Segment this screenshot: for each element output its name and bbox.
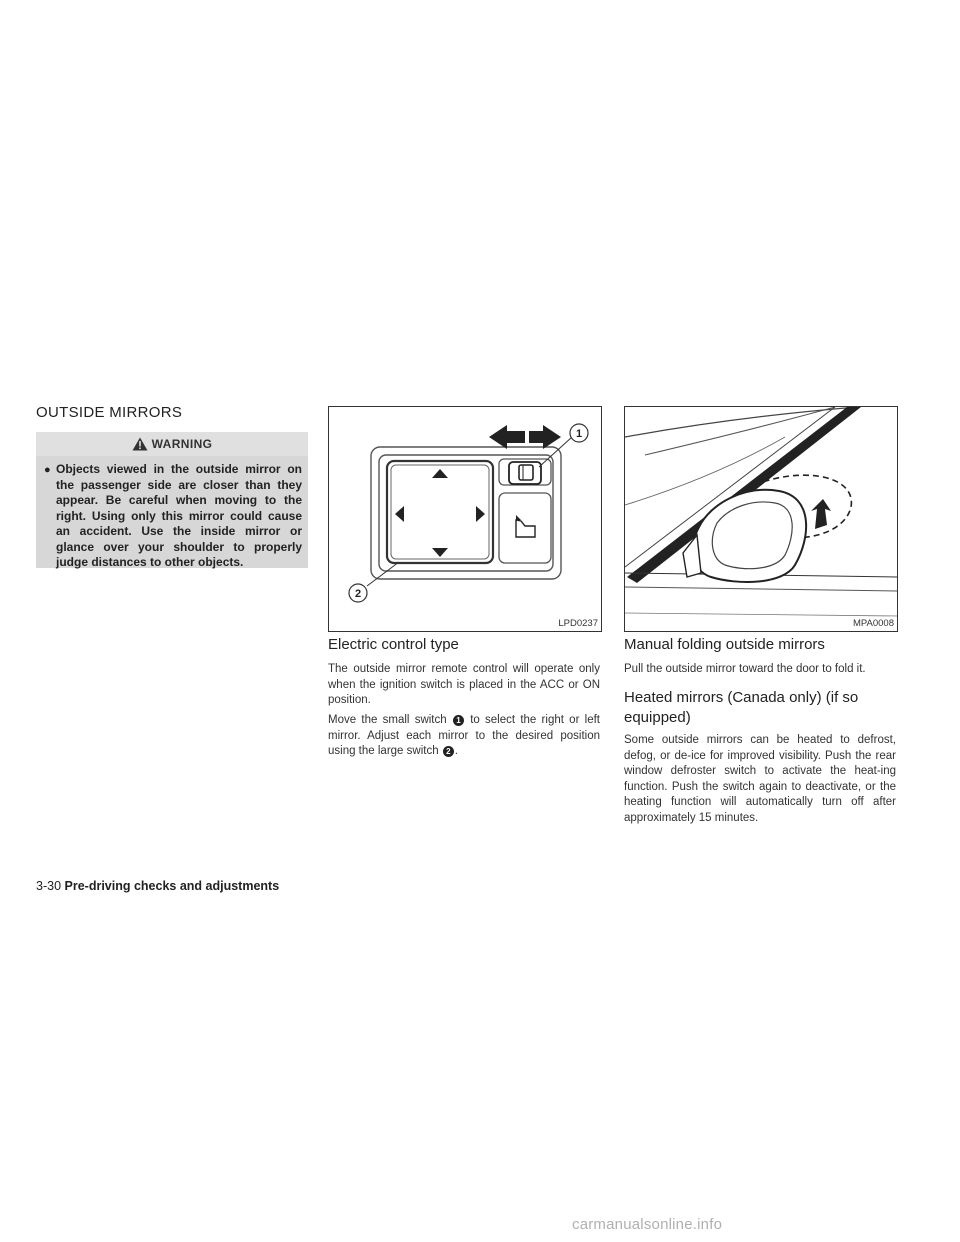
figure-code: MPA0008 [852, 618, 894, 629]
watermark: carmanualsonline.info [572, 1216, 723, 1233]
electric-text-c: . [454, 745, 458, 757]
callout-2-inline: 2 [443, 746, 454, 757]
heated-heading [624, 688, 858, 728]
electric-text-b: to select the right or left mirror. Adjust each mirror to the desired position using the large switch [328, 714, 601, 757]
warning-label: WARNING [151, 437, 213, 451]
heated-heading-line-2: equipped) [624, 709, 691, 726]
warning-box [36, 432, 308, 568]
chapter-title: Pre-driving checks and adjustments [64, 879, 280, 893]
mirror-control-figure [328, 406, 602, 632]
warning-text: Objects viewed in the outside mirror on the passenger side are closer than they appear. Be careful when moving to the right. Using only this mirror could cause an accident. Use the inside mirror or glance over your shoulder to properly judge distances to other objects. [56, 462, 302, 569]
page-number: 3-30 [36, 879, 62, 893]
manual-heading: Manual folding outside mirrors [624, 636, 825, 653]
electric-text-a: Move the small switch [328, 714, 447, 726]
bullet-icon: ● [44, 464, 51, 476]
mirror-switch-illustration [329, 407, 601, 631]
manual-paragraph: Pull the outside mirror toward the door to fold it. [624, 663, 866, 675]
folding-mirror-illustration [625, 407, 897, 631]
warning-icon [132, 437, 148, 451]
electric-paragraph-1: The outside mirror remote control will operate only when the ignition switch is placed in the ACC or ON position. [328, 663, 600, 706]
warning-header [36, 432, 308, 456]
callout-1-inline: 1 [453, 715, 464, 726]
heated-paragraph: Some outside mirrors can be heated to defrost, defog, or de-ice for improved visibility. Push the rear window defroster switch to activate the heat-ing function. Push the switch again to deactivate, or the heating function will automatically turn off after approximately 15 minutes. [624, 734, 896, 824]
page-footer [36, 879, 279, 893]
folding-mirror-figure [624, 406, 898, 632]
heated-heading-line-1: Heated mirrors (Canada only) (if so [624, 689, 859, 706]
callout-2: 2 [354, 588, 362, 600]
section-title: OUTSIDE MIRRORS [36, 404, 183, 421]
electric-heading: Electric control type [328, 636, 459, 653]
callout-1: 1 [575, 428, 583, 440]
figure-code: LPD0237 [558, 618, 598, 629]
warning-body [36, 456, 308, 568]
electric-paragraph-2 [328, 713, 600, 760]
